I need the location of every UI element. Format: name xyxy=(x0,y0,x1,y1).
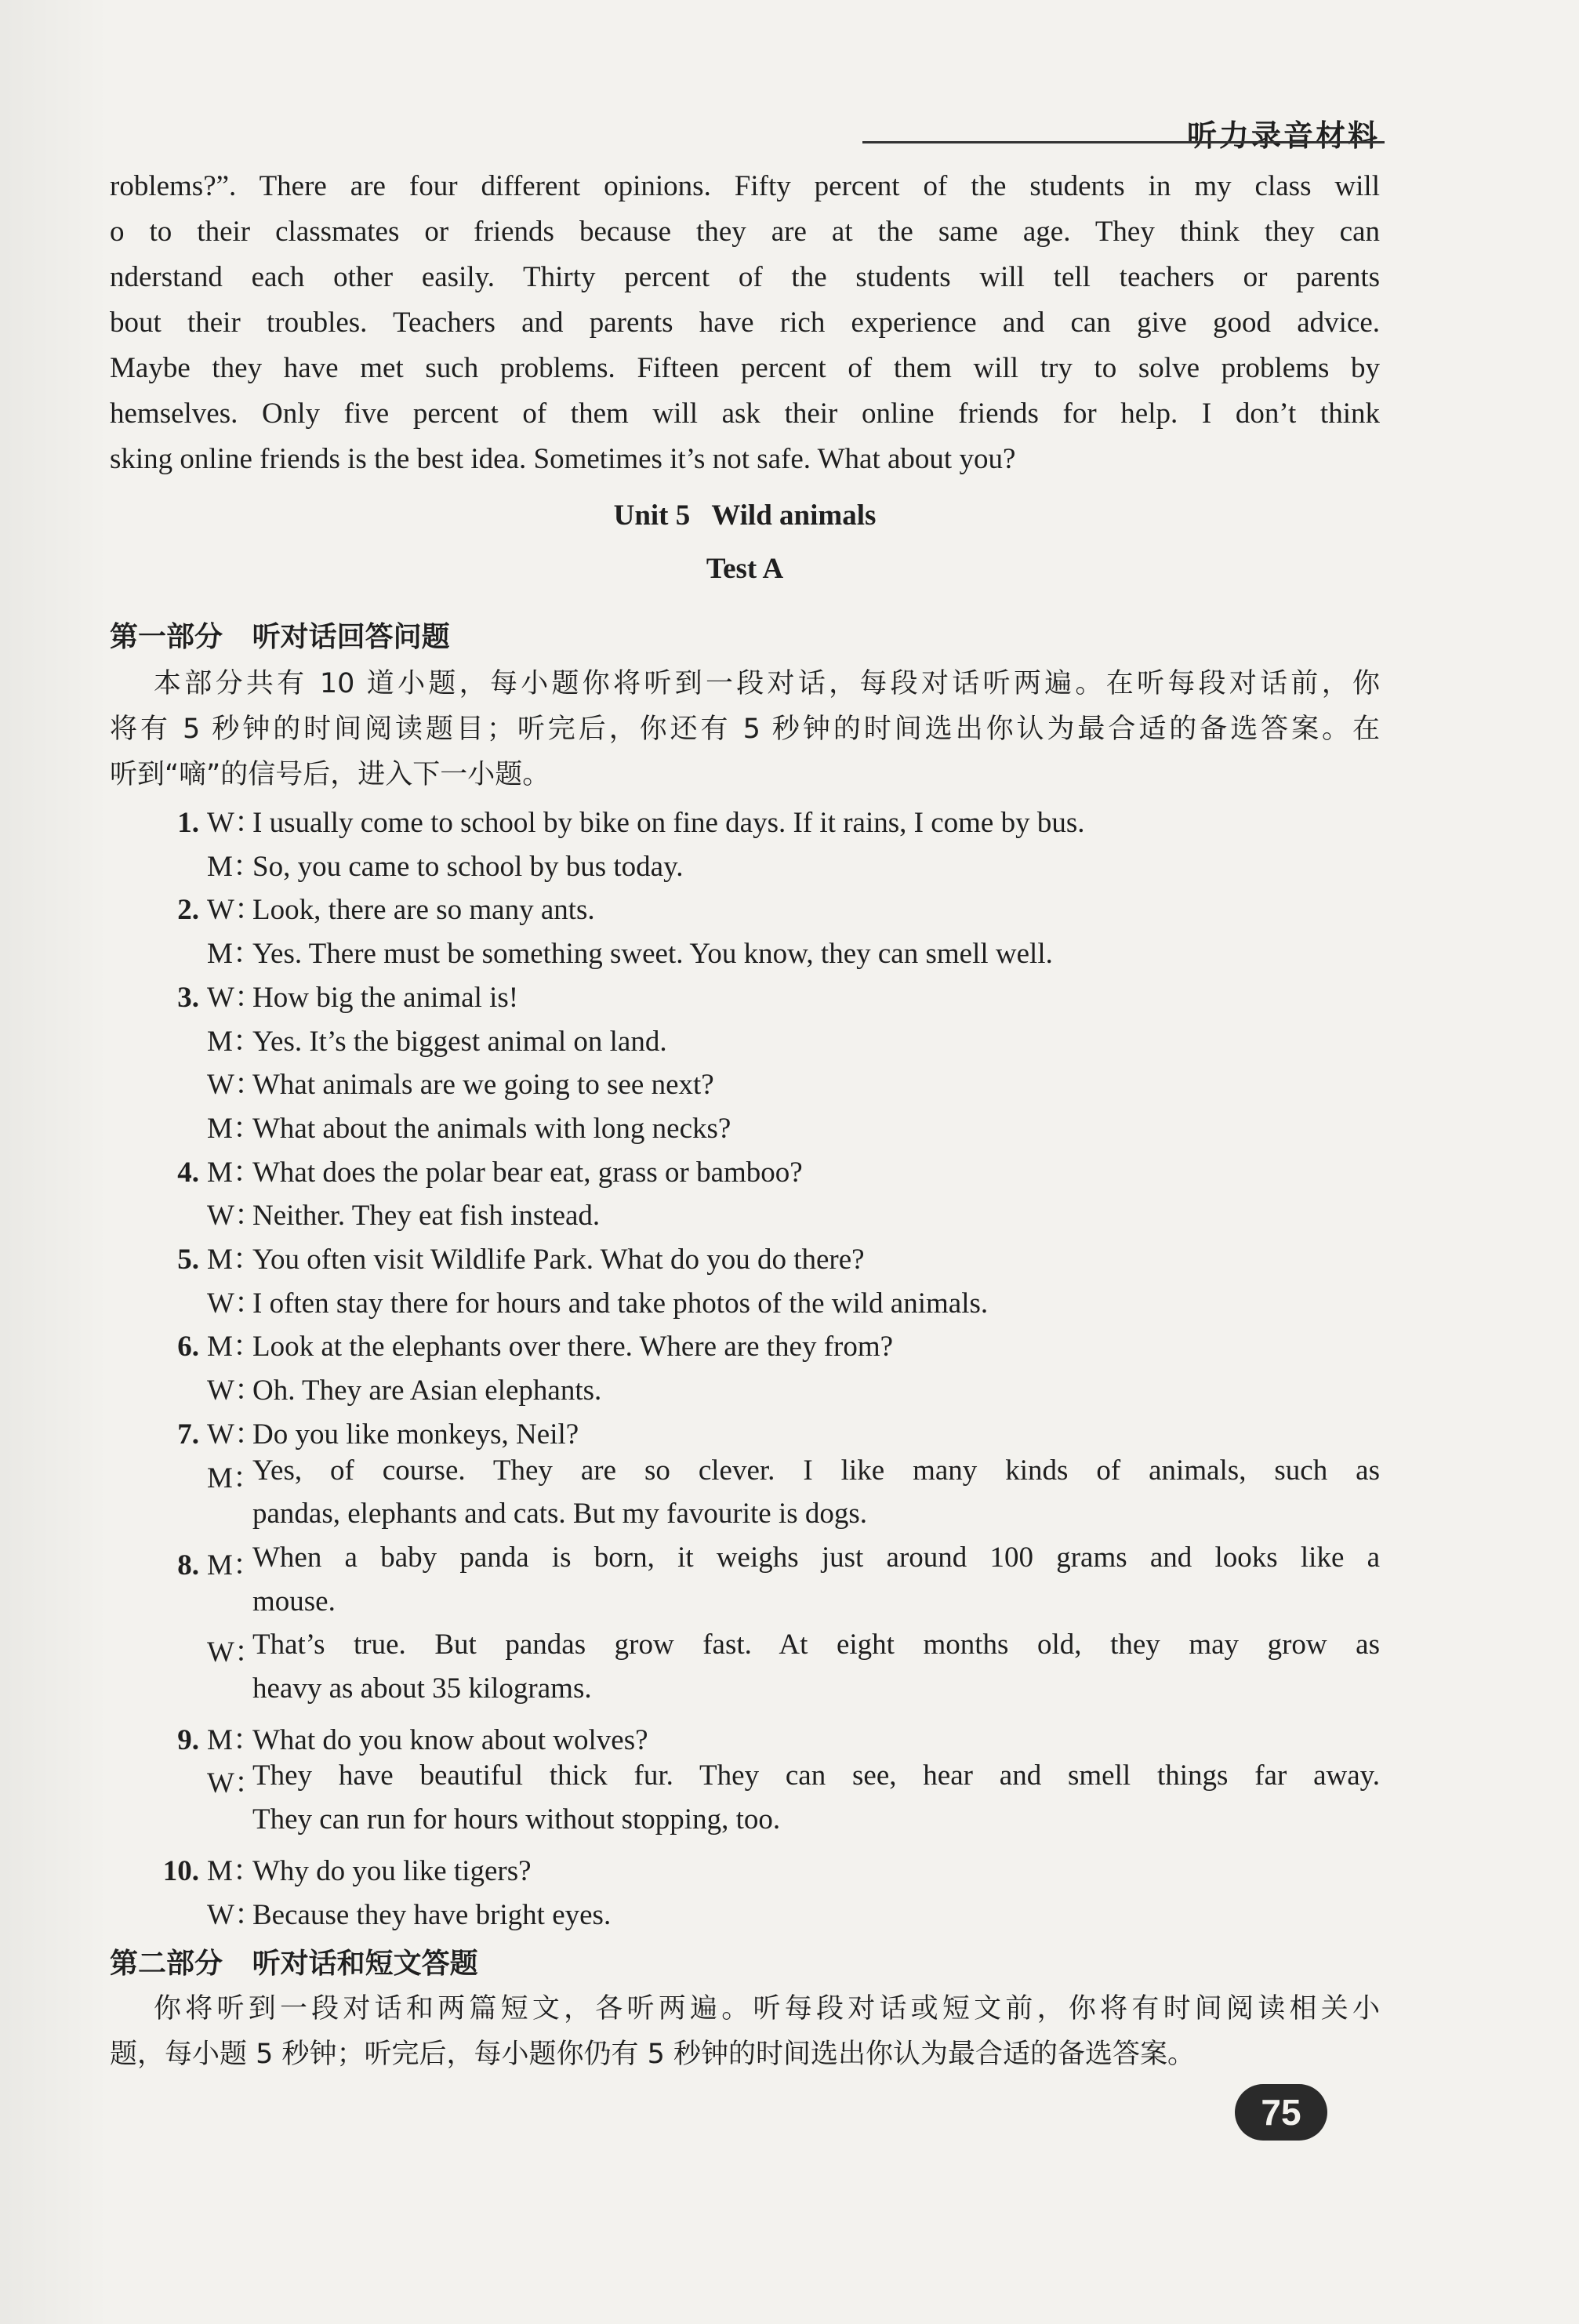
question-number: 7. xyxy=(177,1418,199,1451)
speaker-label: M： xyxy=(207,1026,262,1058)
question-number: 8. xyxy=(177,1549,199,1581)
dialogue-line xyxy=(154,1060,714,1102)
dialogue-line xyxy=(154,1541,1380,1583)
dialogue-text: Yes. It’s the biggest animal on land. xyxy=(252,1026,667,1058)
page-number-badge: 75 xyxy=(1235,2084,1327,2141)
part1-instruction: 本部分共有 10 道小题，每小题你将听到一段对话，每段对话听两遍。在听每段对话前，你 xyxy=(154,668,1380,699)
test-title: Test A xyxy=(706,553,784,585)
dialogue-text: Yes, of course. They are so clever. I like many kinds of animals, such as xyxy=(252,1454,1380,1487)
dialogue-text: Do you like monkeys, Neil? xyxy=(252,1418,579,1451)
dialogue-line xyxy=(154,1716,648,1758)
speaker-label: M： xyxy=(207,1462,262,1494)
dialogue-line xyxy=(154,842,683,884)
paragraph-line: bout their troubles. Teachers and parents have rich experience and can give good advice. xyxy=(110,307,1380,339)
speaker-label: W： xyxy=(207,894,263,926)
dialogue-line xyxy=(154,1497,867,1531)
dialogue-text: That’s true. But pandas grow fast. At eight months old, they may grow as xyxy=(252,1629,1380,1661)
speaker-label: W： xyxy=(207,1374,263,1407)
paragraph-line: roblems?”. There are four different opinions. Fifty percent of the students in my class will xyxy=(110,170,1380,202)
dialogue-line xyxy=(154,1235,865,1277)
speaker-label: M： xyxy=(207,1244,262,1276)
part1-instruction: 听到“嘀”的信号后，进入下一小题。 xyxy=(110,759,550,790)
question-number: 1. xyxy=(177,807,199,839)
question-number: 5. xyxy=(177,1244,199,1276)
scan-shadow xyxy=(0,0,110,2324)
dialogue-text: Look at the elephants over there. Where are they from? xyxy=(252,1331,894,1363)
speaker-label: M： xyxy=(207,1549,262,1581)
speaker-label: W： xyxy=(207,1767,263,1799)
speaker-label: W： xyxy=(207,1200,263,1232)
speaker-label: W： xyxy=(207,982,263,1014)
question-number: 9. xyxy=(177,1724,199,1756)
paragraph-line: hemselves. Only five percent of them will ask their online friends for help. I don’t think xyxy=(110,398,1380,430)
paragraph-line: nderstand each other easily. Thirty percent of the students will tell teachers or parents xyxy=(110,261,1380,293)
dialogue-line xyxy=(154,1366,601,1408)
dialogue-text: Why do you like tigers? xyxy=(252,1855,532,1887)
speaker-label: W： xyxy=(207,1418,263,1451)
unit-title: Unit 5 Wild animals xyxy=(613,499,877,532)
dialogue-line xyxy=(154,1672,592,1705)
dialogue-text: I usually come to school by bike on fine days. If it rains, I come by bus. xyxy=(252,807,1085,839)
dialogue-line xyxy=(154,1846,532,1889)
dialogue-line xyxy=(154,1454,1380,1496)
part2-instruction: 题，每小题 5 秒钟；听完后，每小题你仍有 5 秒钟的时间选出你认为最合适的备选答案。 xyxy=(110,2039,1196,2070)
dialogue-line xyxy=(154,929,1053,971)
dialogue-text: Look, there are so many ants. xyxy=(252,894,595,926)
dialogue-text: They have beautiful thick fur. They can see, hear and smell things far away. xyxy=(252,1759,1380,1792)
question-number: 2. xyxy=(177,894,199,926)
speaker-label: M： xyxy=(207,1855,262,1887)
question-number: 6. xyxy=(177,1331,199,1363)
speaker-label: W： xyxy=(207,807,263,839)
dialogue-text: What about the animals with long necks? xyxy=(252,1113,731,1145)
dialogue-line xyxy=(154,1279,988,1321)
dialogue-text: Neither. They eat fish instead. xyxy=(252,1200,601,1232)
dialogue-line xyxy=(154,1191,600,1233)
paragraph-line: sking online friends is the best idea. Sometimes it’s not safe. What about you? xyxy=(110,443,1016,475)
dialogue-text: How big the animal is! xyxy=(252,982,519,1014)
dialogue-line xyxy=(154,1410,579,1452)
dialogue-text: Because they have bright eyes. xyxy=(252,1899,612,1931)
speaker-label: M： xyxy=(207,938,262,970)
dialogue-line xyxy=(154,1890,611,1933)
dialogue-line xyxy=(154,973,518,1015)
dialogue-line xyxy=(154,1322,893,1364)
dialogue-text: Yes. There must be something sweet. You know, they can smell well. xyxy=(252,938,1053,970)
header-rule xyxy=(862,141,1385,143)
header-title: 听力录音材料 xyxy=(1186,118,1380,153)
dialogue-line xyxy=(154,1759,1380,1801)
dialogue-line xyxy=(154,1104,731,1146)
question-number: 3. xyxy=(177,982,199,1014)
dialogue-line xyxy=(154,1148,803,1190)
dialogue-line xyxy=(154,1628,1380,1670)
part2-heading: 第二部分 听对话和短文答题 xyxy=(110,1948,478,1980)
dialogue-line xyxy=(154,1585,336,1618)
dialogue-text: Oh. They are Asian elephants. xyxy=(252,1374,602,1407)
dialogue-text: You often visit Wildlife Park. What do you do there? xyxy=(252,1244,865,1276)
speaker-label: M： xyxy=(207,1113,262,1145)
part1-heading: 第一部分 听对话回答问题 xyxy=(110,621,450,653)
dialogue-text: They can run for hours without stopping, too. xyxy=(252,1803,781,1836)
dialogue-text: mouse. xyxy=(252,1585,336,1618)
dialogue-line xyxy=(154,885,595,928)
dialogue-line xyxy=(154,1803,780,1836)
speaker-label: M： xyxy=(207,1724,262,1756)
speaker-label: W： xyxy=(207,1636,263,1669)
speaker-label: W： xyxy=(207,1899,263,1931)
speaker-label: M： xyxy=(207,1157,262,1189)
question-number: 10. xyxy=(162,1855,199,1887)
dialogue-text: What does the polar bear eat, grass or bamboo? xyxy=(252,1157,803,1189)
speaker-label: M： xyxy=(207,851,262,883)
dialogue-text: When a baby panda is born, it weighs just around 100 grams and looks like a xyxy=(252,1541,1380,1574)
speaker-label: W： xyxy=(207,1069,263,1101)
paragraph-line: Maybe they have met such problems. Fifteen percent of them will try to solve problems by xyxy=(110,352,1380,384)
speaker-label: M： xyxy=(207,1331,262,1363)
part2-instruction: 你将听到一段对话和两篇短文，各听两遍。听每段对话或短文前，你将有时间阅读相关小 xyxy=(154,1993,1380,2024)
dialogue-line xyxy=(154,798,1084,841)
dialogue-text: What do you know about wolves? xyxy=(252,1724,648,1756)
dialogue-text: heavy as about 35 kilograms. xyxy=(252,1672,592,1705)
speaker-label: W： xyxy=(207,1287,263,1320)
dialogue-line xyxy=(154,1017,667,1059)
part1-instruction: 将有 5 秒钟的时间阅读题目；听完后，你还有 5 秒钟的时间选出你认为最合适的备选答案。在 xyxy=(110,714,1380,745)
dialogue-text: What animals are we going to see next? xyxy=(252,1069,714,1101)
dialogue-text: So, you came to school by bus today. xyxy=(252,851,684,883)
paragraph-line: o to their classmates or friends because they are at the same age. They think they can xyxy=(110,216,1380,248)
dialogue-text: I often stay there for hours and take photos of the wild animals. xyxy=(252,1287,989,1320)
dialogue-text: pandas, elephants and cats. But my favourite is dogs. xyxy=(252,1498,868,1530)
question-number: 4. xyxy=(177,1157,199,1189)
